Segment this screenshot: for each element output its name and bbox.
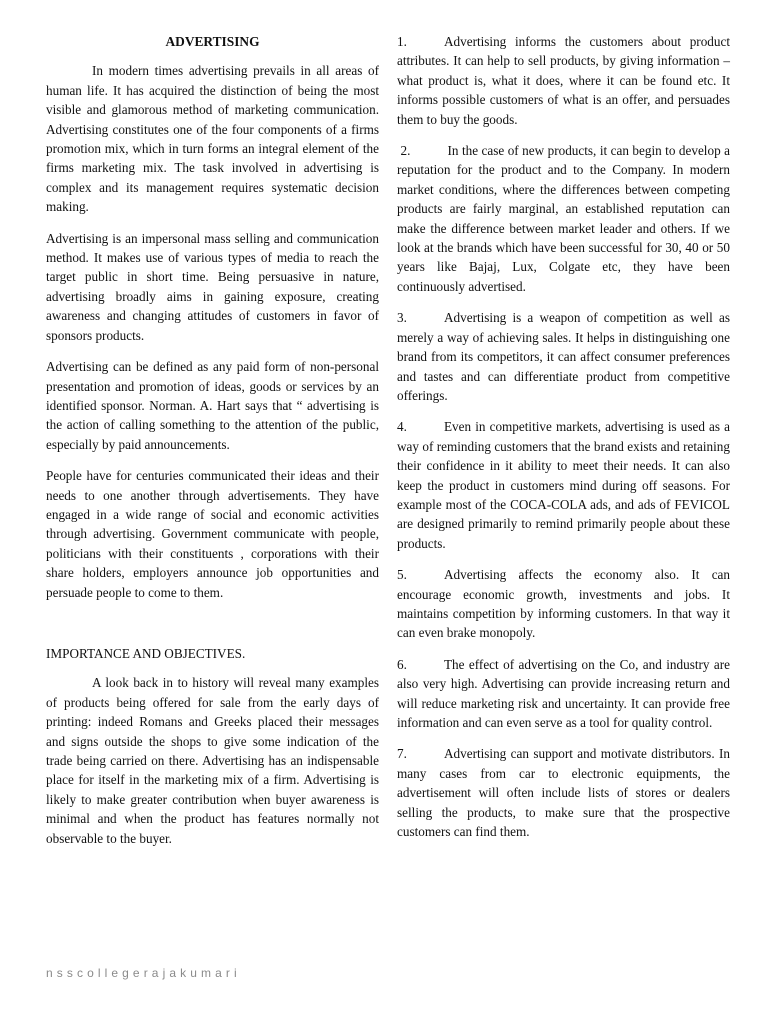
point-number: 7. <box>397 746 407 762</box>
definition-paragraph: Advertising is an impersonal mass selling and communication method. It makes use of various types of media to reach the target public in short time. Being persuasive in nature, advertising broadly aims in gaining exposure, creating awareness and changing attitudes of customers in favor of sponsors products. <box>46 230 379 343</box>
point-text: The effect of advertising on the Co, and industry are also very high. Advertising can provide increasing return and will reduce marketing risk and uncertainty. It can provide free information and can even serve as a tool for quality control. <box>397 656 730 730</box>
point-5 <box>397 565 730 643</box>
point-number: 1. <box>397 34 407 49</box>
right-column <box>397 32 730 853</box>
point-number: 5. <box>397 567 407 583</box>
point-6 <box>397 655 730 733</box>
point-4 <box>397 417 730 553</box>
point-number: 2. <box>400 143 411 159</box>
point-text: Advertising can support and motivate distributors. In many cases from car to electronic equipments, the advertisement will often include lists of stores or dealers selling the products, to make sure that the prospective customers can find them. <box>397 746 730 840</box>
point-text: In the case of new products, it can begin to develop a reputation for the product and to the Company. In modern market conditions, where the differences between competing products are fairly marginal, an established reputation can make the difference between market leader and others. If we look at the brands which have been successful for 30, 40 or 50 years like Bajaj, Lux, Colgate etc, they have been continuously advertised. <box>397 143 730 294</box>
point-3 <box>397 308 730 405</box>
point-text: Advertising informs the customers about product attributes. It can help to sell products, by giving information – what product is, what it does, where it can be found etc. It informs possible customers of what is an offer, and persuades them to buy the goods. <box>397 34 730 127</box>
section-heading: IMPORTANCE AND OBJECTIVES. <box>46 645 246 661</box>
point-7 <box>397 744 730 841</box>
page-footer: nsscollegerajakumari <box>46 966 241 980</box>
left-column <box>46 32 379 860</box>
point-text: Advertising is a weapon of competition as well as merely a way of achieving sales. It helps in distinguishing one brand from its competitors, it can affect consumer preferences and tastes and can differentiate product from competitive offerings. <box>397 310 730 403</box>
point-text: Advertising affects the economy also. It can encourage economic growth, investments and jobs. It maintains competition by informing customers. In that way it can even brake monopoly. <box>397 567 730 641</box>
point-number: 6. <box>397 656 407 672</box>
point-1 <box>397 32 730 129</box>
point-2 <box>397 141 730 296</box>
hart-quote-paragraph: Advertising can be defined as any paid form of non-personal presentation and promotion of ideas, goods or services by an identified sponsor. Norman. A. Hart says that “ advertising is the action of calling something to the attention of the public, especially by paid announcements. <box>46 359 379 452</box>
point-text: Even in competitive markets, advertising is used as a way of reminding customers that the brand exists and retaining their confidence in it ability to meet their needs. It can also keep the product in customers mind during off seasons. For example most of the COCA-COLA ads, and ads of FEVICOL are designed primarily to remind primarily people about these products. <box>397 419 730 551</box>
page-title: ADVERTISING <box>165 34 260 49</box>
history-paragraph: People have for centuries communicated their ideas and their needs to one another through advertisements. They have engaged in a wide range of social and economic activities through advertising. Government communicate with people, politicians with their constituents , corporations with their share holders, employers announce job opportunities and persuade people to come to them. <box>46 468 379 600</box>
intro-paragraph: In modern times advertising prevails in all areas of human life. It has acquired the distinction of being the most visible and glamorous method of marketing communication. Advertising constitutes one of the four components of a firms promotion mix, which in turn forms an integral element of the firms marketing mix. The task involved in advertising is complex and its management requires systematic decision making. <box>46 63 379 215</box>
point-number: 3. <box>397 310 407 326</box>
point-number: 4. <box>397 419 407 435</box>
section-paragraph: A look back in to history will reveal many examples of products being offered for sale from the early days of printing: indeed Romans and Greeks placed their messages and signs outside the shops to give some indication of the trade being carried on there. Advertising has an indispensable place for itself in the marketing mix of a firm. Advertising is likely to make greater contribution when buyer awareness is minimal and when the product has features normally not observable to the buyer. <box>46 675 379 846</box>
